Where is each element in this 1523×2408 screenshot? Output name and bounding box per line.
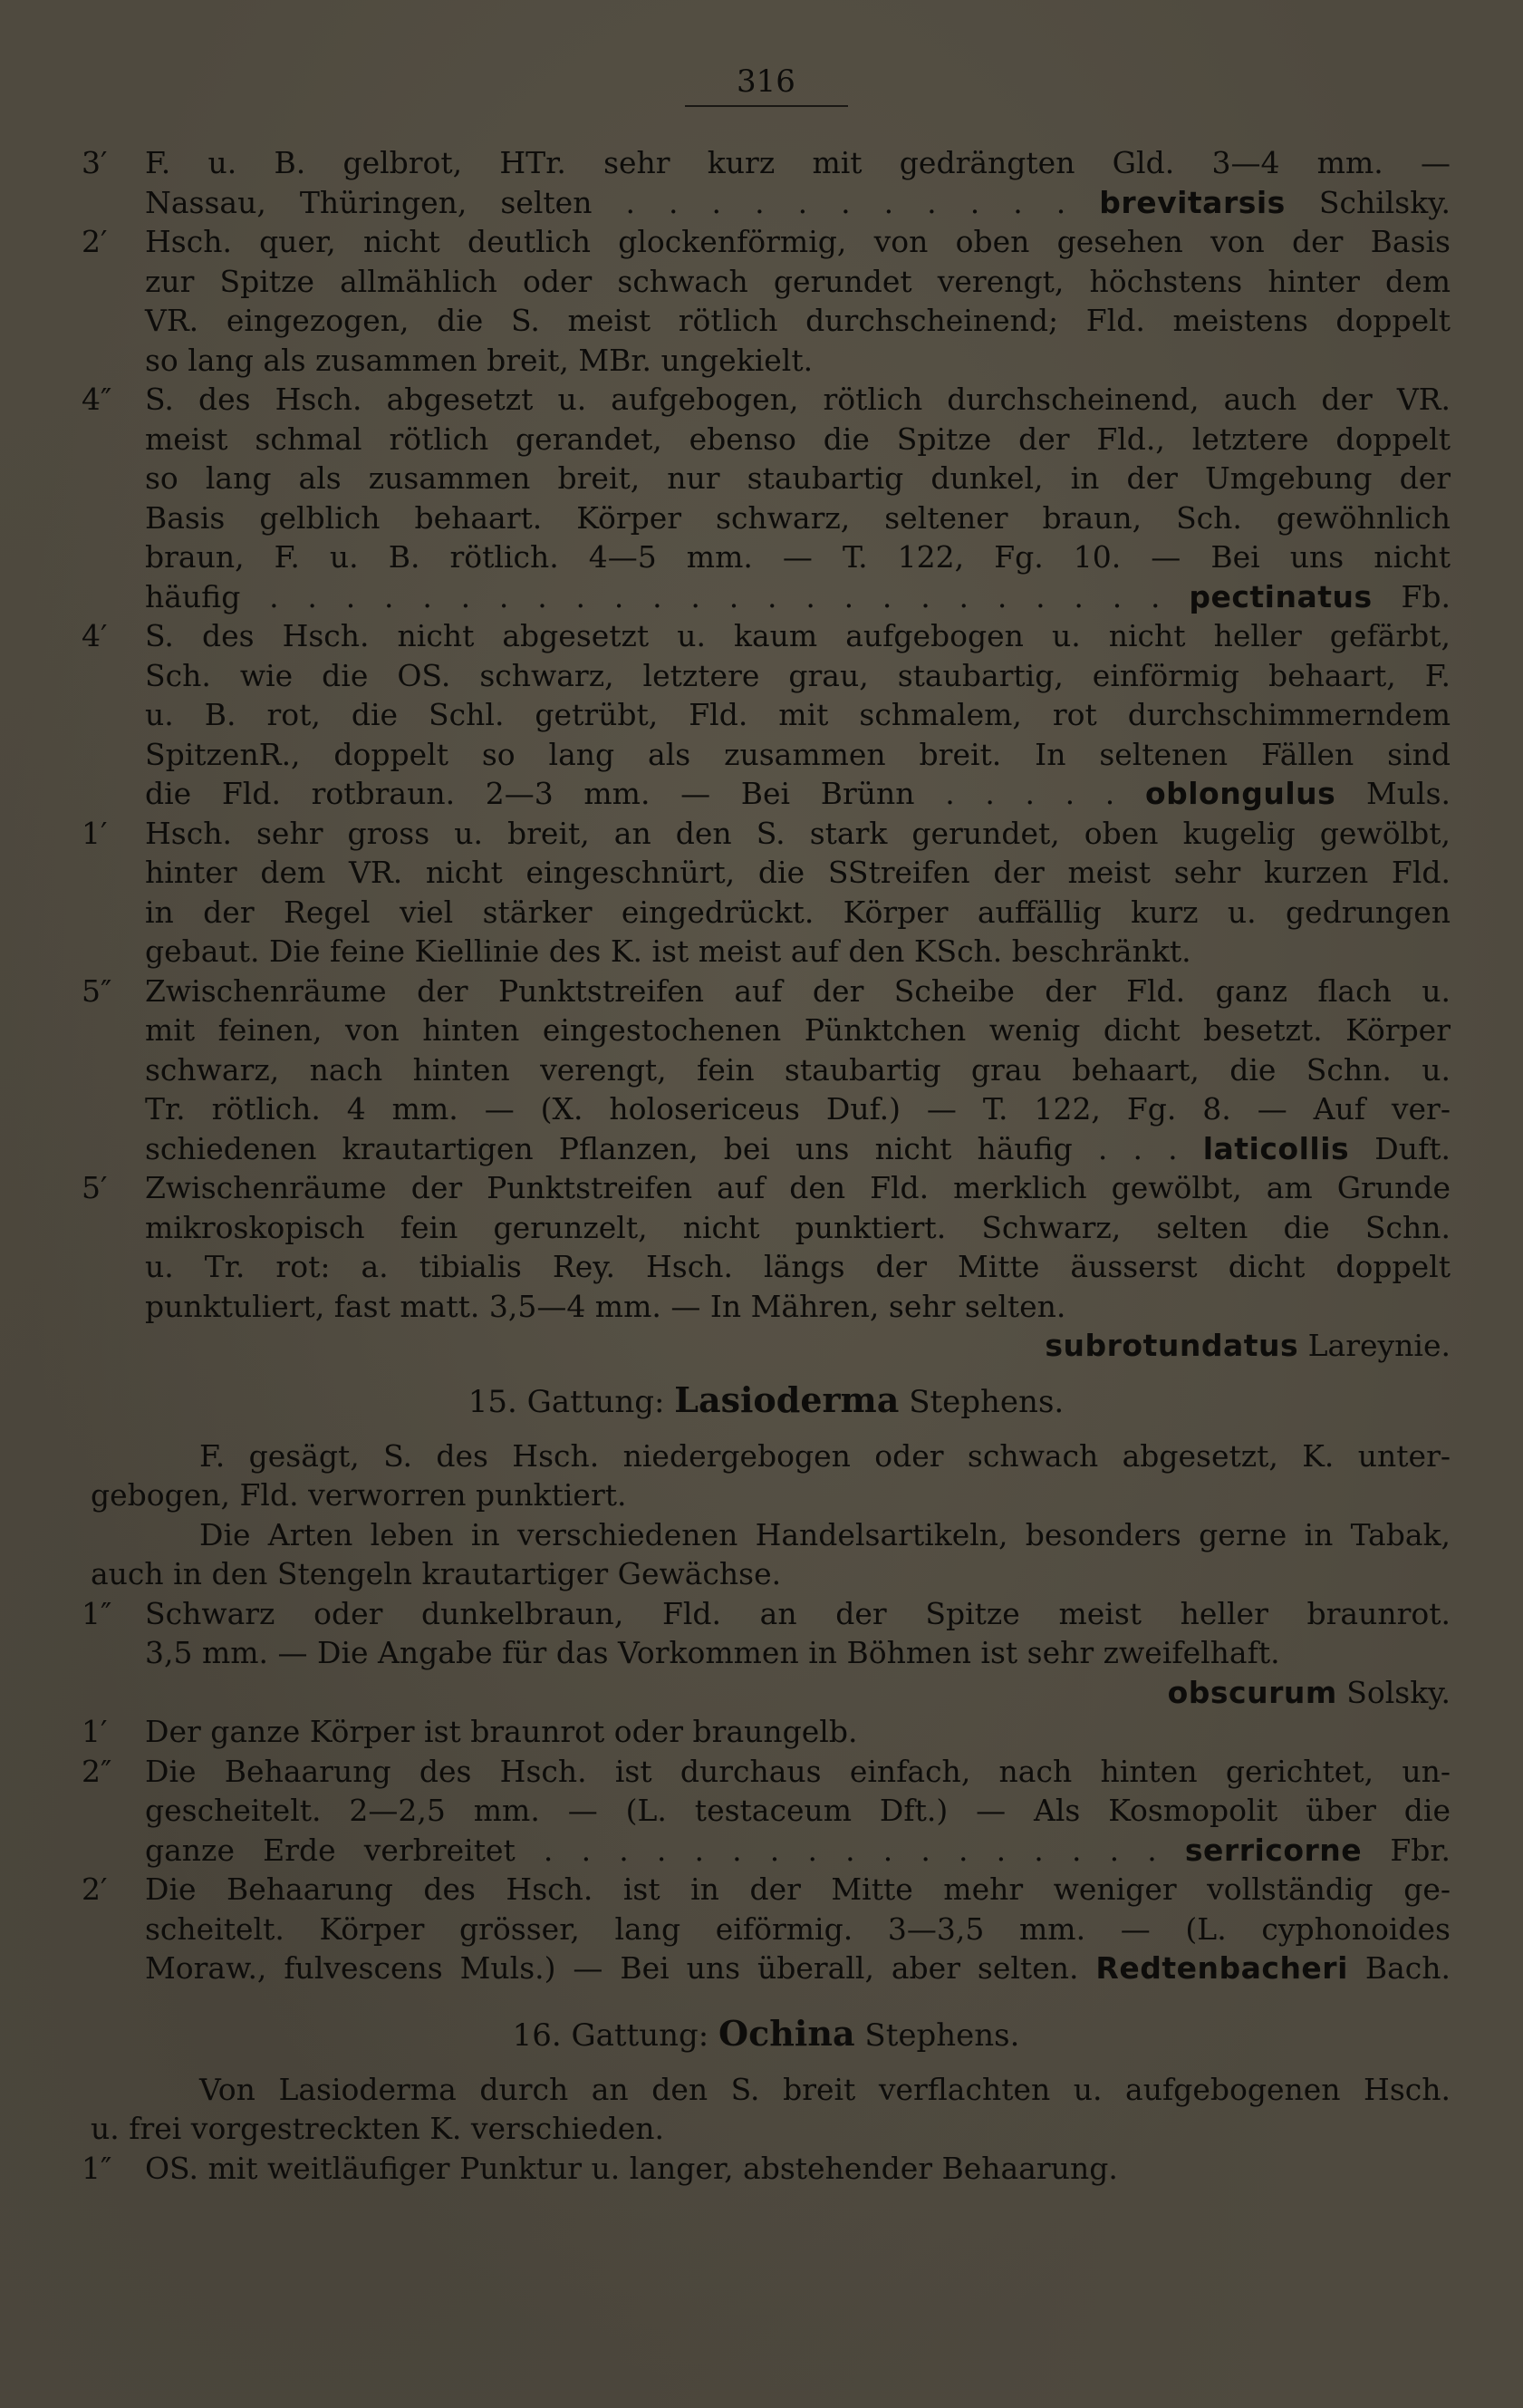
key-label: 1″ [82, 1595, 112, 1631]
species-name: subrotundatus [1045, 1328, 1299, 1363]
key-line: gescheitelt. 2—2,5 mm. — (L. testaceum Dft.) — Als Kosmopolit über die [145, 1793, 1451, 1828]
key-line [82, 1326, 1451, 1366]
key-label: 4″ [82, 382, 112, 417]
key-line: Basis gelblich behaart. Körper schwarz, seltener braun, Sch. gewöhnlich [145, 499, 1451, 536]
species-author: Solsky. [1346, 1674, 1451, 1710]
species-name: brevitarsis [1099, 184, 1286, 220]
key-line: 1′ Hsch. sehr gross u. breit, an den S. stark gerundet, oben kugelig gewölbt, [82, 814, 1451, 854]
key-line: schiedenen krautartigen Pflanzen, bei uns nicht häufig . . . laticollis Duft. [145, 1130, 1451, 1166]
key-line: ganze Erde verbreitet . . . . . . . . . . . . . . . . . serricorne Fbr. [145, 1832, 1451, 1868]
key-section [82, 143, 1451, 1366]
key-label: 4′ [82, 618, 108, 653]
key-label: 1′ [82, 1714, 108, 1749]
genus-author: Stephens. [909, 1383, 1065, 1420]
key-line [82, 1673, 1451, 1713]
key-line: meist schmal rötlich gerandet, ebenso die Spitze der Fld., letztere doppelt [145, 421, 1451, 457]
species-author: Duft. [1374, 1130, 1451, 1166]
key-line: F. gesägt, S. des Hsch. niedergebogen oder schwach abgesetzt, K. unter- [199, 1437, 1451, 1474]
key-line: Tr. rötlich. 4 mm. — (X. holosericeus Duf.) — T. 122, Fg. 8. — Auf ver- [145, 1091, 1451, 1127]
key-label: 3′ [82, 145, 108, 180]
species-author: Bach. [1364, 1950, 1451, 1986]
key-line: 4′ S. des Hsch. nicht abgesetzt u. kaum aufgebogen u. nicht heller gefärbt, [82, 616, 1451, 656]
genus-heading [82, 1378, 1451, 1424]
species-name: Redtenbacheri [1095, 1950, 1348, 1986]
key-line: so lang als zusammen breit, nur staubartig dunkel, in der Umgebung der [145, 460, 1451, 496]
genus-heading [82, 2012, 1451, 2057]
key-line: SpitzenR., doppelt so lang als zusammen breit. In seltenen Fällen sind [145, 736, 1451, 772]
key-line: 1′ Der ganze Körper ist braunrot oder braungelb. [82, 1712, 1451, 1752]
species-name: oblongulus [1144, 776, 1336, 811]
key-line: häufig . . . . . . . . . . . . . . . . . . . . . . . . pectinatus Fb. [145, 578, 1451, 614]
genus-section [82, 2070, 1451, 2189]
key-line: Die Arten leben in verschiedenen Handelsartikeln, besonders gerne in Tabak, [199, 1516, 1451, 1552]
species-author: Schilsky. [1318, 184, 1451, 220]
key-line: punktuliert, fast matt. 3,5—4 mm. — In Mähren, sehr selten. [145, 1288, 1066, 1324]
key-line: die Fld. rotbraun. 2—3 mm. — Bei Brünn . . . . . oblongulus Muls. [145, 776, 1451, 811]
key-line: so lang als zusammen breit, MBr. ungekielt. [145, 342, 814, 378]
genus-section [82, 1436, 1451, 1988]
key-line: Moraw., fulvescens Muls.) — Bei uns überall, aber selten. Redtenbacheri Bach. [145, 1950, 1451, 1986]
key-line: mit feinen, von hinten eingestochenen Pünktchen wenig dicht besetzt. Körper [145, 1012, 1451, 1048]
key-line: 2′ Die Behaarung des Hsch. ist in der Mitte mehr weniger vollständig ge- [82, 1870, 1451, 1910]
key-line: Sch. wie die OS. schwarz, letztere grau, staubartig, einförmig behaart, F. [145, 657, 1451, 693]
key-label: 1′ [82, 815, 108, 851]
key-line: zur Spitze allmählich oder schwach gerundet verengt, höchstens hinter dem [145, 263, 1451, 299]
key-line: u. Tr. rot: a. tibialis Rey. Hsch. längs der Mitte äusserst dicht doppelt [145, 1249, 1451, 1284]
key-line: 5″ Zwischenräume der Punktstreifen auf der Scheibe der Fld. ganz flach u. [82, 972, 1451, 1011]
species-author: Muls. [1365, 776, 1451, 811]
species-author: Fbr. [1390, 1832, 1451, 1868]
key-label: 5″ [82, 972, 112, 1009]
key-line: 5′ Zwischenräume der Punktstreifen auf den Fld. merklich gewölbt, am Grunde [82, 1168, 1451, 1208]
key-label: 2′ [82, 224, 108, 259]
key-line: u. frei vorgestreckten K. verschieden. [91, 2111, 664, 2146]
key-line: u. B. rot, die Schl. getrübt, Fld. mit schmalem, rot durchschimmerndem [145, 697, 1451, 732]
key-line: schwarz, nach hinten verengt, fein staubartig grau behaart, die Schn. u. [145, 1051, 1451, 1088]
page-number-rule [685, 105, 848, 107]
species-name: pectinatus [1189, 578, 1373, 614]
key-line: 3′ F. u. B. gelbrot, HTr. sehr kurz mit gedrängten Gld. 3—4 mm. — [82, 143, 1451, 183]
species-name: obscurum [1167, 1674, 1337, 1710]
key-label: 5′ [82, 1170, 108, 1205]
genus-prefix: 15. Gattung: [468, 1383, 665, 1420]
key-line: 1″ Schwarz oder dunkelbraun, Fld. an der Spitze meist heller braunrot. [82, 1594, 1451, 1634]
species-name: serricorne [1184, 1832, 1363, 1868]
key-line: Von Lasioderma durch an den S. breit verflachten u. aufgebogenen Hsch. [199, 2071, 1451, 2107]
key-line: Nassau, Thüringen, selten . . . . . . . . . . . brevitarsis Schilsky. [145, 184, 1451, 220]
species-name: laticollis [1202, 1130, 1350, 1166]
key-line: hinter dem VR. nicht eingeschnürt, die SStreifen der meist sehr kurzen Fld. [145, 855, 1451, 890]
genus-name: Ochina [718, 2012, 855, 2054]
page-number: 316 [737, 63, 795, 100]
key-line: scheitelt. Körper grösser, lang eiförmig. 3—3,5 mm. — (L. cyphonoides [145, 1910, 1451, 1947]
key-label: 1″ [82, 2150, 112, 2186]
key-line: gebogen, Fld. verworren punktiert. [91, 1477, 627, 1513]
genus-author: Stephens. [864, 2016, 1020, 2054]
key-line: 2″ Die Behaarung des Hsch. ist durchaus einfach, nach hinten gerichtet, un- [82, 1752, 1451, 1792]
key-line: braun, F. u. B. rötlich. 4—5 mm. — T. 122, Fg. 10. — Bei uns nicht [145, 539, 1451, 575]
species-author: Fb. [1401, 578, 1451, 614]
key-line: gebaut. Die feine Kiellinie des K. ist meist auf den KSch. beschränkt. [145, 933, 1191, 969]
genus-prefix: 16. Gattung: [512, 2016, 709, 2054]
key-line: VR. eingezogen, die S. meist rötlich durchscheinend; Fld. meistens doppelt [145, 303, 1451, 338]
key-line: 2′ Hsch. quer, nicht deutlich glockenförmig, von oben gesehen von der Basis [82, 222, 1451, 262]
key-label: 2′ [82, 1871, 108, 1907]
key-line: 4″ S. des Hsch. abgesetzt u. aufgebogen, rötlich durchscheinend, auch der VR. [82, 380, 1451, 420]
key-line: mikroskopisch fein gerunzelt, nicht punktiert. Schwarz, selten die Schn. [145, 1209, 1451, 1245]
species-author: Lareynie. [1307, 1328, 1451, 1363]
key-label: 2″ [82, 1753, 112, 1789]
genus-name: Lasioderma [674, 1378, 900, 1420]
key-line: 1″ OS. mit weitläufiger Punktur u. langer, abstehender Behaarung. [82, 2149, 1451, 2189]
key-line: in der Regel viel stärker eingedrückt. Körper auffällig kurz u. gedrungen [145, 894, 1451, 930]
key-line: 3,5 mm. — Die Angabe für das Vorkommen in Böhmen ist sehr zweifelhaft. [145, 1635, 1280, 1670]
key-line: auch in den Stengeln krautartiger Gewächse. [91, 1556, 782, 1591]
